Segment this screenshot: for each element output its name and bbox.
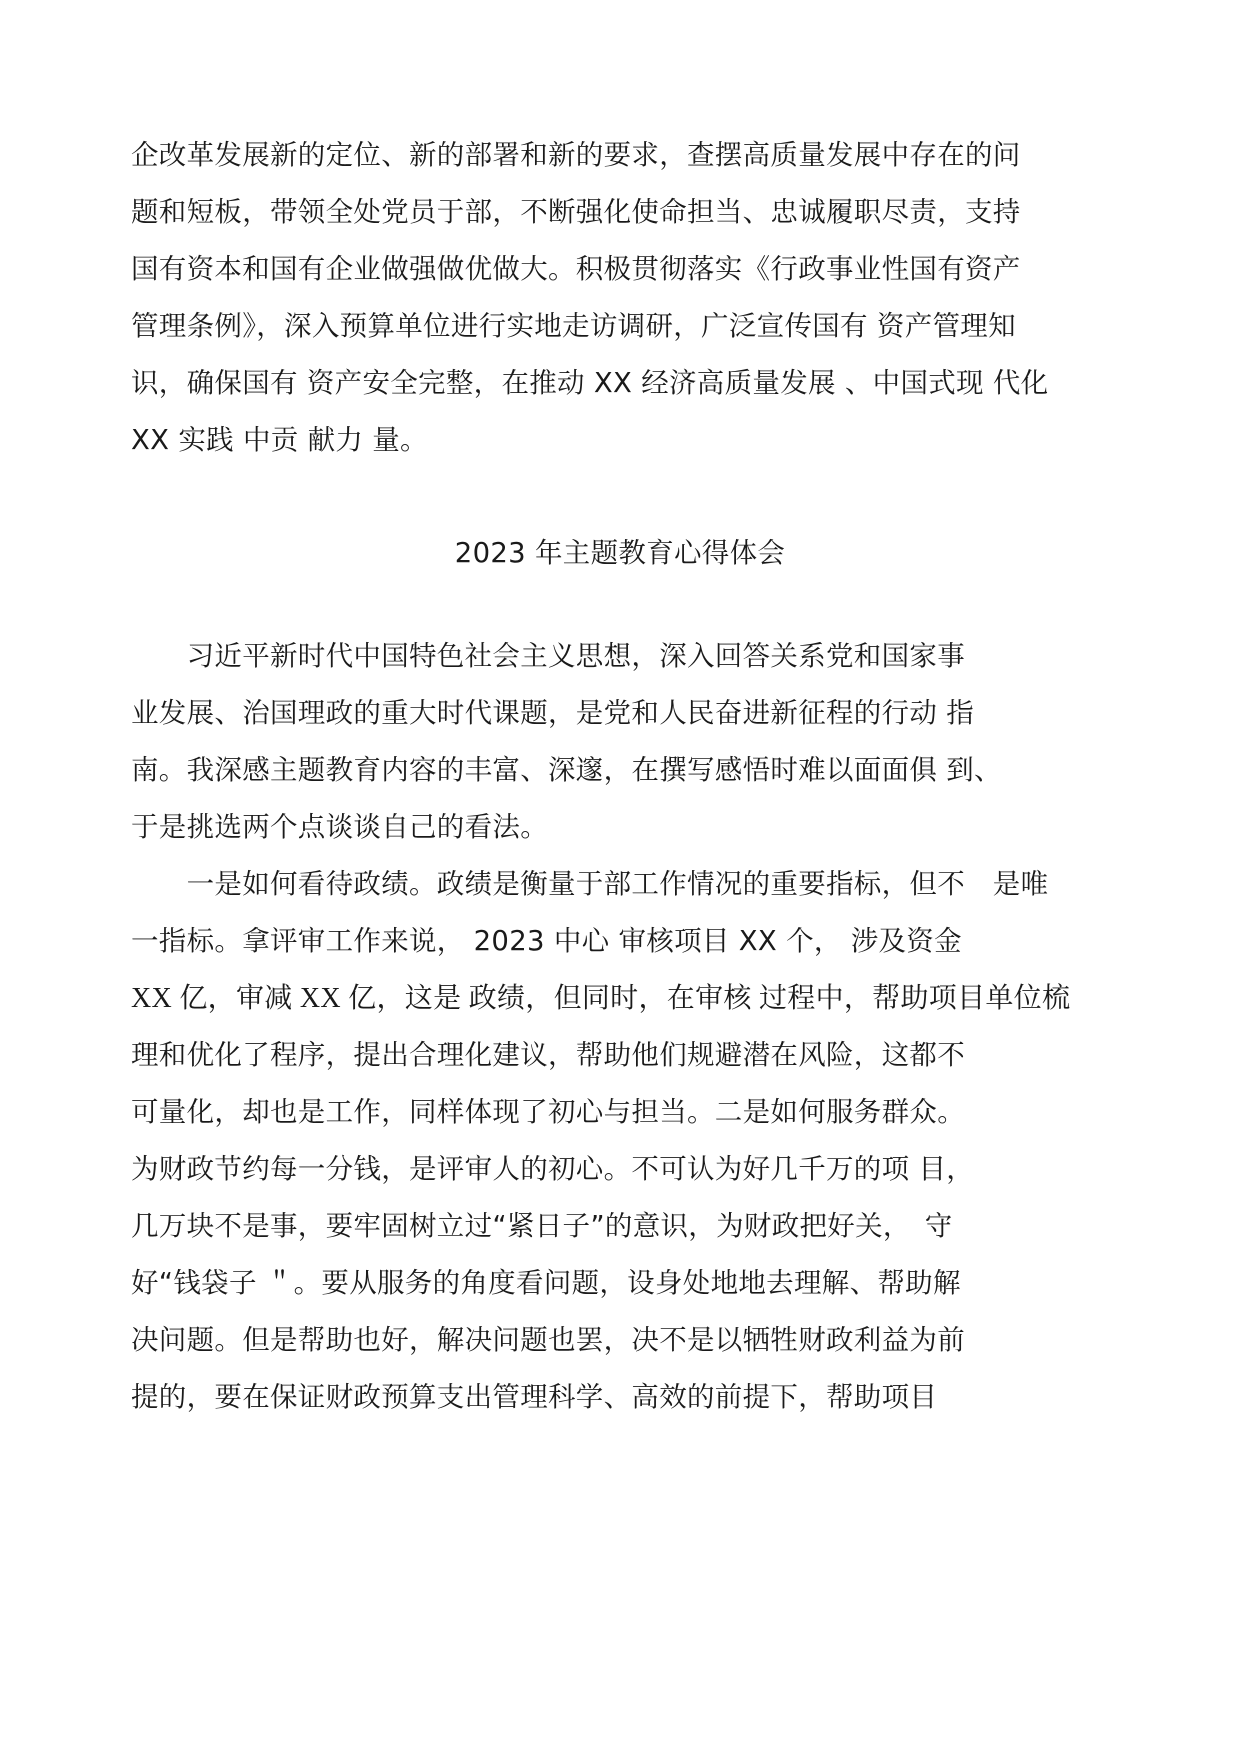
text-line: 几万块不是事，要牢固树立过“紧日子”的意识，为财政把好关， 守 xyxy=(131,1210,953,1242)
text-line: XX 亿，审减 XX 亿，这是 政绩，但同时，在审核 过程中，帮助项目单位梳 xyxy=(131,983,1071,1014)
text-line: 可量化，却也是工作，同样体现了初心与担当。二是如何服务群众。 xyxy=(131,1096,965,1128)
text-line: 于是挑选两个点谈谈自己的看法。 xyxy=(131,811,548,843)
text-line: 企改革发展新的定位、新的部署和新的要求，查摆高质量发展中存在的问 xyxy=(131,139,1021,171)
body-paragraphs xyxy=(131,628,1121,1426)
section-title: 2023 年主题教育心得体会 xyxy=(454,537,786,569)
text-line: 一指标。拿评审工作来说， 2023 中心 审核项目 XX 个， 涉及资金 xyxy=(131,925,962,957)
top-paragraph xyxy=(131,127,1121,469)
text-line: 管理条例》，深入预算单位进行实地走访调研，广泛宣传国有 资产管理知 xyxy=(131,310,1016,342)
text-line: 业发展、治国理政的重大时代课题，是党和人民奋进新征程的行动 指 xyxy=(131,697,975,729)
text-line: 好“钱袋子 ＂。要从服务的角度看问题，设身处地地去理解、帮助解 xyxy=(131,1267,961,1299)
text-line: 习近平新时代中国特色社会主义思想，深入回答关系党和国家事 xyxy=(131,640,965,672)
text-line: XX 实践 中贡 献力 量。 xyxy=(131,424,428,456)
text-line: 题和短板，带领全处党员于部，不断强化使命担当、忠诚履职尽责，支持 xyxy=(131,196,1021,228)
text-line: 决问题。但是帮助也好，解决问题也罢，决不是以牺牲财政利益为前 xyxy=(131,1324,965,1356)
text-line: 提的，要在保证财政预算支出管理科学、高效的前提下，帮助项目 xyxy=(131,1381,938,1413)
text-line: 国有资本和国有企业做强做优做大。积极贯彻落实《行政事业性国有资产 xyxy=(131,253,1021,285)
text-line: 理和优化了程序，提出合理化建议，帮助他们规避潜在风险，这都不 xyxy=(131,1039,965,1071)
text-line: 识，确保国有 资产安全完整，在推动 XX 经济高质量发展 、中国式现 代化 xyxy=(131,367,1049,399)
text-line: 南。我深感主题教育内容的丰富、深邃，在撰写感悟时难以面面俱 到、 xyxy=(131,754,1002,786)
text-line: 为财政节约每一分钱，是评审人的初心。不可认为好几千万的项 目， xyxy=(131,1153,975,1185)
text-line: 一是如何看待政绩。政绩是衡量于部工作情况的重要指标，但不 是唯 xyxy=(131,868,1049,900)
